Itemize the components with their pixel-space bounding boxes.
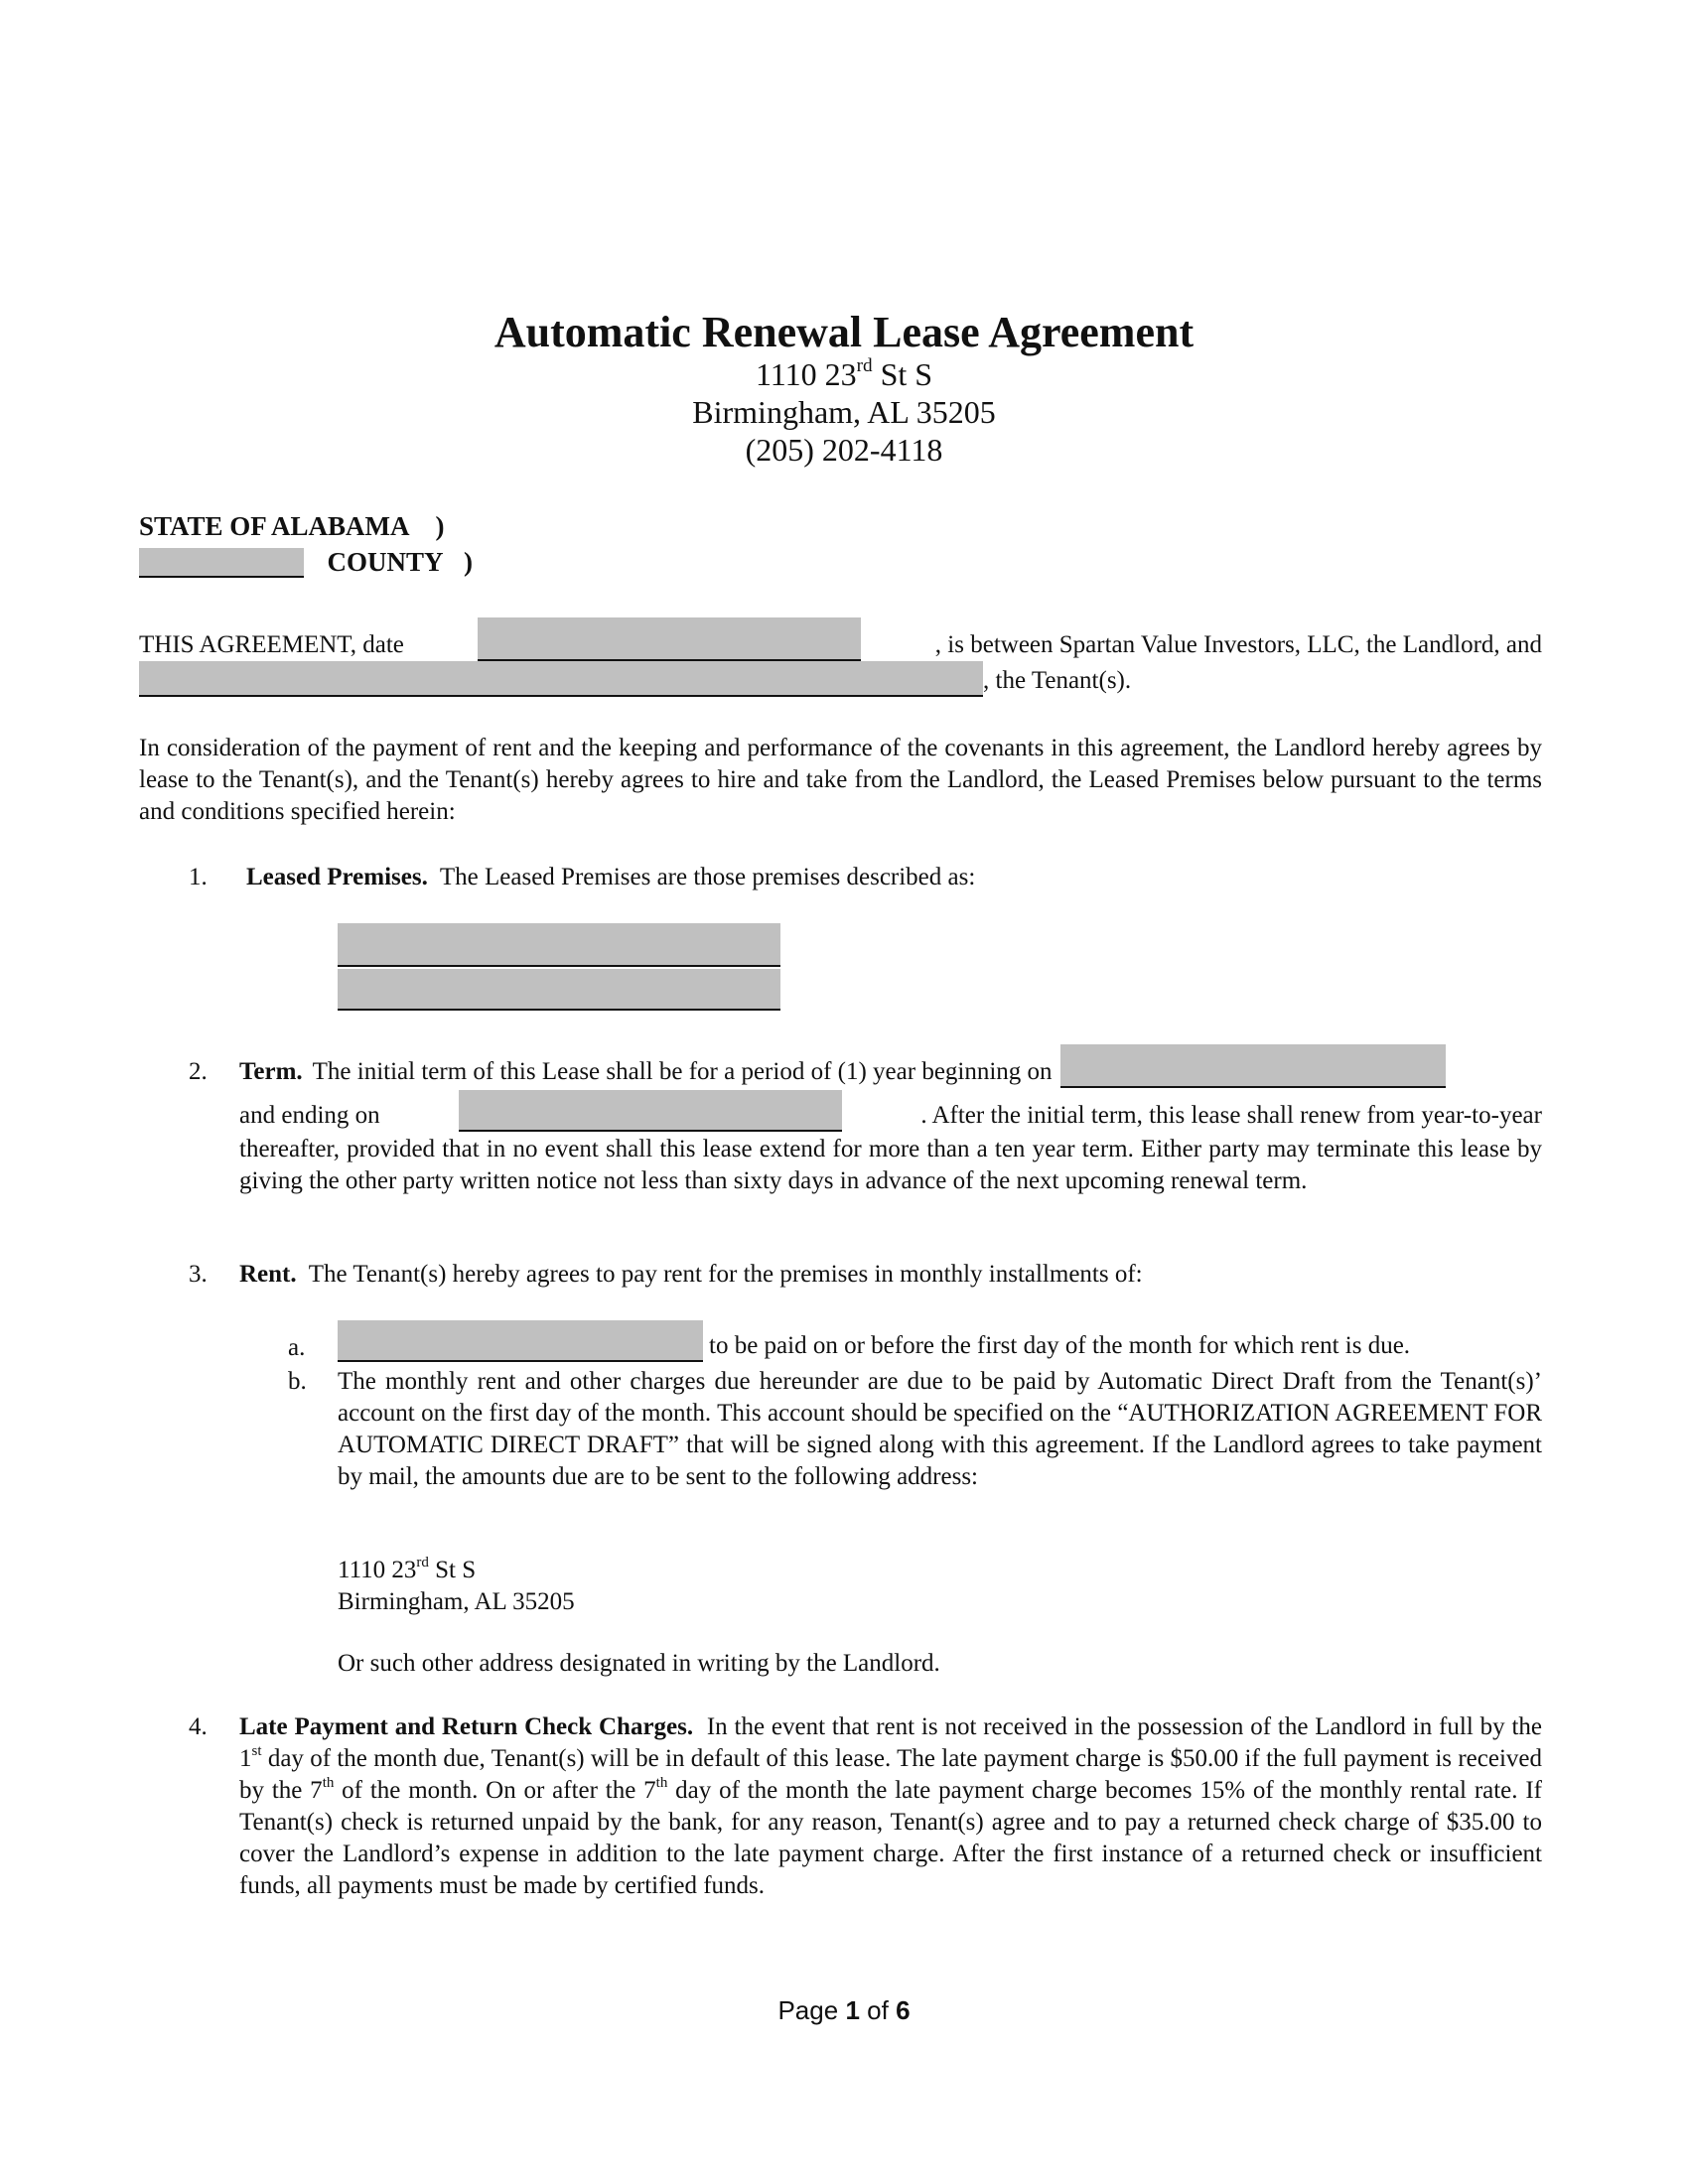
- item-a-line: [338, 1320, 1410, 1362]
- section-3-line: [239, 1259, 1143, 1291]
- section-4-text-4: day of the month the late payment charge becomes 15% of the monthly rental rate. If Tenant(s) check is returned unpaid by the bank, for any reason, Tenant(s) agree and to pay a returned check charge of $35.00 to cover the Landlord’s expense in addition to the late payment charge. After the first instance of a returned check or insufficient funds, all payments must be made by certified funds.: [239, 1777, 1543, 1899]
- section-1-line: [246, 862, 975, 893]
- section-1-number: 1.: [189, 864, 208, 890]
- county-paren: ): [464, 547, 474, 577]
- section-4-text-1: In the event that rent is not received in the possession of the Landlord in full by the 1: [239, 1713, 1543, 1772]
- header-city: Birmingham, AL 35205: [692, 394, 996, 430]
- mail-street-num: 1110 23: [338, 1557, 417, 1583]
- section-4-number: 4.: [189, 1713, 208, 1740]
- footer-page-number: 1: [845, 1995, 860, 2025]
- tenant-name-field[interactable]: [139, 661, 983, 697]
- section-2-text-1: The initial term of this Lease shall be for a period of (1) year beginning on: [312, 1058, 1053, 1085]
- page-footer: [0, 1995, 1688, 2026]
- agreement-line-1: [139, 617, 1542, 661]
- section-1-text: The Leased Premises are those premises described as:: [439, 864, 976, 890]
- item-b-paragraph: The monthly rent and other charges due hereunder are due to be paid by Automatic Direct Draft from the Tenant(s)’ account on the first day of the month. This account should be specified on the “AUTHORIZATION AGREEMENT FOR AUTOMATIC DIRECT DRAFT” that will be signed along with this agreement. If the Landlord agrees to take payment by mail, the amounts due are to be sent to the following address:: [338, 1368, 1542, 1490]
- section-4-heading: Late Payment and Return Check Charges.: [239, 1713, 694, 1740]
- section-3-heading: Rent.: [239, 1261, 297, 1288]
- mail-street-rest: St S: [428, 1557, 477, 1583]
- agreement-line-2: [139, 661, 1131, 697]
- mail-city: Birmingham, AL 35205: [338, 1588, 575, 1615]
- section-4-sup-1: st: [251, 1743, 262, 1760]
- section-4-text-3: of the month. On or after the 7: [334, 1777, 656, 1804]
- section-2-line-1: [239, 1044, 1542, 1088]
- footer-page-word: Page: [777, 1995, 839, 2025]
- county-blank-field[interactable]: [139, 548, 304, 578]
- agreement-date-field[interactable]: [478, 617, 861, 661]
- header-street-num: 1110 23: [755, 356, 857, 392]
- header-street-sup: rd: [856, 355, 873, 377]
- item-a-text: to be paid on or before the first day of the month for which rent is due.: [709, 1332, 1411, 1359]
- section-2-number: 2.: [189, 1058, 208, 1085]
- county-label: COUNTY: [327, 547, 443, 577]
- county-line: [139, 546, 473, 578]
- header-street: [0, 355, 1688, 393]
- footer-page-total: 6: [896, 1995, 911, 2025]
- header-phone: (205) 202-4118: [745, 432, 943, 468]
- mail-other-address: Or such other address designated in writing by the Landlord.: [338, 1650, 940, 1677]
- section-4-sup-2: th: [322, 1775, 335, 1792]
- agreement-date-label: THIS AGREEMENT, date: [139, 631, 404, 658]
- tenant-label: , the Tenant(s).: [983, 667, 1132, 694]
- section-2-ending-label: and ending on: [239, 1102, 380, 1129]
- section-3-text: The Tenant(s) hereby agrees to pay rent for the premises in monthly installments of:: [308, 1261, 1143, 1288]
- section-1-heading: Leased Premises.: [246, 864, 428, 890]
- rent-amount-field[interactable]: [338, 1320, 703, 1362]
- mail-street: [338, 1555, 476, 1586]
- header-street-rest: St S: [872, 356, 933, 392]
- term-begin-field[interactable]: [1060, 1044, 1446, 1088]
- premises-field-2[interactable]: [338, 969, 780, 1011]
- state-label: STATE OF ALABAMA: [139, 511, 409, 541]
- mail-street-sup: rd: [416, 1555, 429, 1571]
- footer-of-word: of: [867, 1995, 889, 2025]
- consideration-paragraph: In consideration of the payment of rent and the keeping and performance of the covenants in this agreement, the Landlord hereby agrees by lease to the Tenant(s), and the Tenant(s) hereby agrees to hire and take from the Landlord, the Leased Premises below pursuant to the terms and conditions specified herein:: [139, 735, 1542, 825]
- state-line: [139, 510, 445, 542]
- section-2-line-2: [239, 1090, 1542, 1132]
- section-4-sup-3: th: [655, 1775, 668, 1792]
- section-3-number: 3.: [189, 1261, 208, 1288]
- section-4-text-2: day of the month due, Tenant(s) will be in default of this lease. The late payment charge is $50.00 if the full payment is received by the 7: [239, 1745, 1542, 1804]
- agreement-parties-text: , is between Spartan Value Investors, LLC, the Landlord, and: [934, 631, 1542, 658]
- section-2-renew-text: . After the initial term, this lease shall renew from year-to-year: [920, 1102, 1542, 1129]
- premises-field-1[interactable]: [338, 923, 780, 967]
- term-end-field[interactable]: [459, 1090, 842, 1132]
- section-2-paragraph: thereafter, provided that in no event shall this lease extend for more than a ten year term. Either party may terminate this lease by giving the other party written notice not less than sixty days in advance of the next upcoming renewal term.: [239, 1136, 1542, 1194]
- section-2-heading: Term.: [239, 1058, 303, 1085]
- item-b-label: b.: [288, 1368, 307, 1395]
- state-paren: ): [435, 511, 445, 541]
- item-a-label: a.: [288, 1334, 306, 1361]
- document-title: Automatic Renewal Lease Agreement: [493, 308, 1195, 356]
- section-4-paragraph: [239, 1711, 1542, 1902]
